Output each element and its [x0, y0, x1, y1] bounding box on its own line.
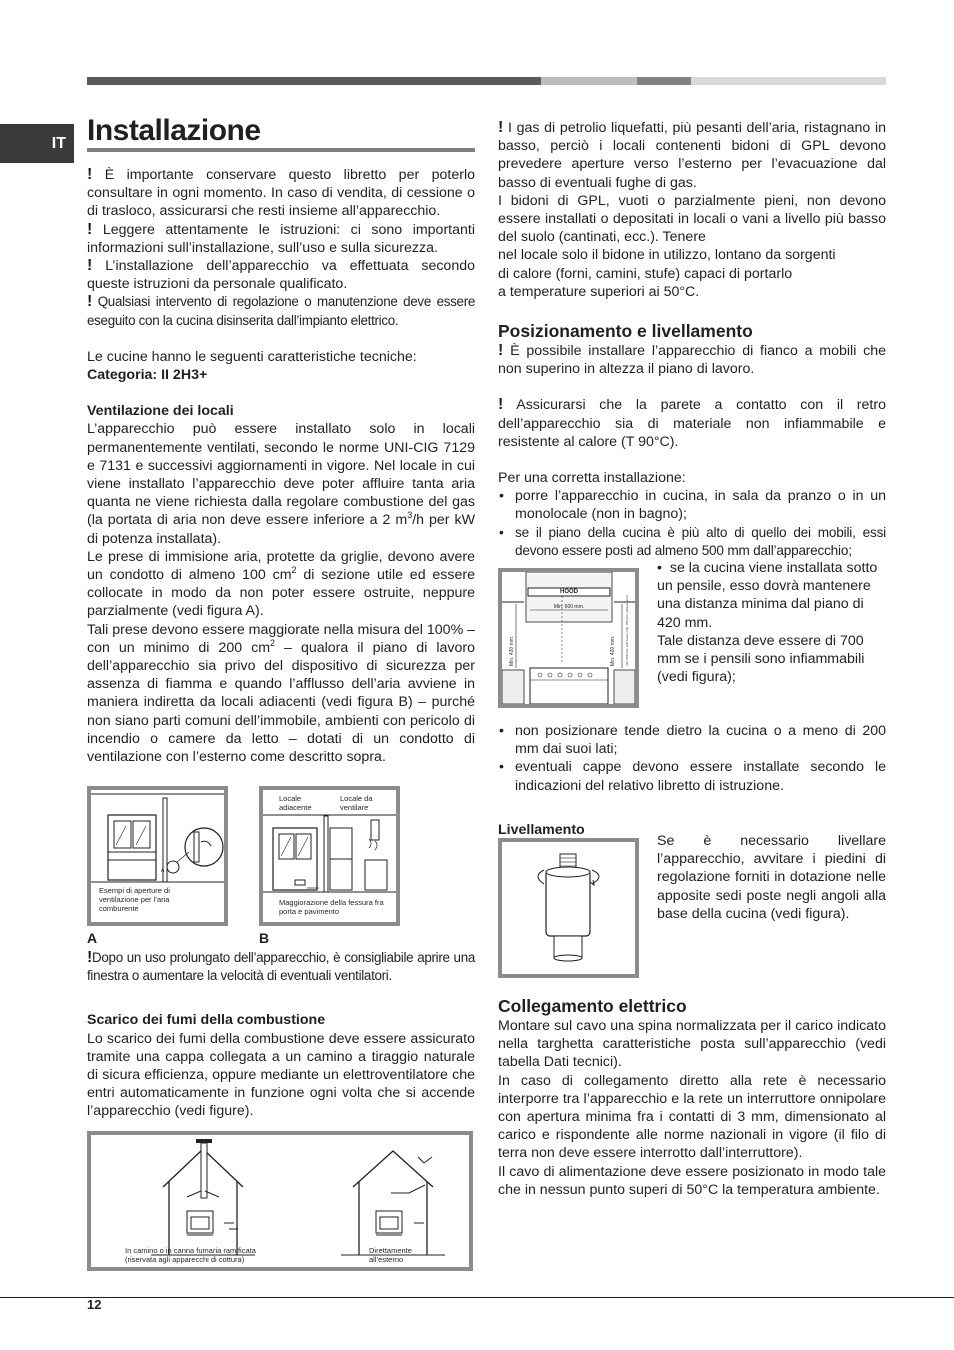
tech-intro: Le cucine hanno le seguenti caratteristiche tecniche:: [87, 348, 417, 365]
figure-hood-drawing: [502, 572, 635, 704]
list-item: • se il piano della cucina è più alto di quello dei mobili, essi devono essere posti ad almeno 500 mm dall’apparecchio;: [498, 524, 886, 560]
page-title: Installazione: [87, 114, 261, 147]
header-bar-dark: [87, 77, 541, 85]
lpg-storage-4: a temperature superiori ai 50°C.: [498, 283, 700, 300]
figure-exhaust: [87, 1131, 473, 1271]
header-bar-mid: [541, 77, 637, 85]
ventilation-heading: Ventilazione dei locali: [87, 403, 234, 420]
right-column-middle: [498, 722, 886, 839]
positioning-intro: Per una corretta installazione:: [498, 470, 686, 487]
warning-text: Qualsiasi intervento di regolazione o manutenzione deve essere eseguito con la cucina disinserita dall’impianto elettrico.: [87, 294, 476, 328]
warning-mark: !: [498, 342, 504, 360]
hood-right-clearance-label: Min. 420 mm.: [610, 635, 616, 666]
superscript: 2: [270, 637, 276, 648]
positioning-bullet-hood: • se la cucina viene installata sotto un pensile, esso dovrà mantenere una distanza minima dal piano di 420 mm.: [657, 560, 878, 631]
hood-height-note: min. 650 mm. with hood / min. 700 mm. without hood: [625, 595, 629, 666]
warning-mark: !: [87, 257, 93, 275]
positioning-warning-2: [498, 396, 886, 451]
warning-mark: !: [87, 220, 93, 238]
superscript: 3: [407, 510, 413, 521]
language-tab: [0, 124, 74, 163]
list-item: • porre l’apparecchio in cucina, in sala da pranzo o in un monolocale (non in bagno);: [498, 487, 886, 523]
warning-mark: !: [87, 949, 93, 966]
text-span: /h per kW di potenza installata).: [87, 512, 475, 547]
left-column-top: [87, 166, 475, 766]
superscript: 2: [291, 565, 297, 576]
hood-side-text: [657, 559, 886, 686]
figure-exhaust-caption-chimney: In camino o in canna fumaria ramificata (riservata agli apparecchi di cottura): [125, 1246, 256, 1264]
warning-mark: !: [498, 396, 504, 414]
title-rule: [87, 148, 475, 152]
text-span: Tali prese devono essere maggiorate nella misura del 100% – con un minimo di 200 cm: [87, 621, 476, 656]
warning-text: I gas di petrolio liquefatti, più pesanti dell’aria, ristagnano in basso, perciò i locali contenenti bidoni di GPL devono prevedere aperture verso l’esterno per l’evacuazione dal basso di eventuali fughe di gas.: [498, 120, 886, 191]
warning-text: È importante conservare questo libretto per poterlo consultare in ogni momento. In caso di vendita, di cessione o di trasloco, assicurarsi che resti insieme all’apparecchio.: [87, 167, 475, 220]
hood-label: HOOD: [560, 589, 578, 595]
positioning-bullet-hood-2: Tale distanza deve essere di 700 mm se i pensili sono infiammabili (vedi figura);: [657, 632, 865, 686]
gas-category: Categoria: II 2H3+: [87, 367, 208, 384]
figure-hood-clearance: [498, 568, 639, 708]
leveling-description: Se è necessario livellare l’apparecchio, avvitare i piedini di regolazione forniti in dotazione nelle apposite sedi poste negli angoli alla base della cucina (vedi figura).: [657, 833, 886, 922]
figure-b-caption: Maggiorazione della fessura fra porta e pavimento: [279, 898, 384, 916]
text-span: – qualora il piano di lavoro dell’apparecchio sia privo del dispositivo di sicurezza per assenza di fiamma e quando l’afflusso dell’aria avviene in maniera indiretta da locali adiacenti (vedi figura B) – purché non siano parti comuni dell’immobile, ambienti con pericolo di incendio o camere da letto – dotati di un condotto di ventilazione con l’esterno come descritto sopra.: [87, 639, 475, 766]
lpg-storage-2: nel locale solo il bidone in utilizzo, lontano da sorgenti: [498, 247, 836, 264]
warning-disconnect: [87, 293, 475, 329]
positioning-list-2: [498, 722, 886, 795]
leveling-heading: Livellamento: [498, 821, 585, 838]
header-bar-accent: [637, 77, 691, 85]
hood-width-label: Min. 600 mm.: [553, 604, 585, 610]
text-span: L’apparecchio può essere installato solo in locali permanentemente ventilati, secondo le norme UNI-CIG 7129 e 7131 e successivi aggiornamenti in vigore. Nel locale in cui viene installato l’apparecchio deve poter affluire tanta aria quanta ne viene richiesta dalla regolare combustione del gas (la portata di aria non deve essere inferiore a 2 m: [87, 421, 475, 529]
warning-read-instructions: [87, 221, 475, 257]
ventilation-para-2: [87, 548, 475, 621]
list-item: • non posizionare tende dietro la cucina o a meno di 200 mm dai suoi lati;: [498, 722, 886, 758]
ventilation-para-3: [87, 621, 475, 767]
warning-qualified-staff: [87, 257, 475, 293]
warning-mark: !: [87, 293, 93, 311]
figure-b-ventilation: [259, 786, 400, 926]
hood-left-clearance-label: Min. 420 mm.: [509, 635, 515, 666]
left-column-bottom: [87, 949, 475, 1121]
positioning-warning-1: [498, 342, 886, 378]
exhaust-text: Lo scarico dei fumi della combustione deve essere assicurato tramite una cappa collegata a un camino a tiraggio naturale di sicura efficienza, oppure mediante un elettroventilatore che entri automaticamente in funzione ogni volta che si accende l’apparecchio (vedi figure).: [87, 1030, 475, 1120]
lpg-warning: [498, 119, 886, 192]
header-bar-light: [691, 77, 886, 85]
footer-rule: [0, 1297, 954, 1298]
figure-leveling-foot: [498, 838, 639, 978]
positioning-heading: Posizionamento e livellamento: [498, 321, 753, 342]
lpg-storage-3: di calore (forni, camini, stufe) capaci di portarlo: [498, 265, 793, 282]
right-column-bottom: [498, 995, 886, 1199]
figure-exhaust-caption-outside: Direttamente all’esterno: [369, 1246, 412, 1264]
leveling-text: [657, 832, 886, 923]
exhaust-heading: Scarico dei fumi della combustione: [87, 1012, 326, 1029]
warning-mark: !: [87, 166, 93, 183]
warning-text: È possibile installare l’apparecchio di fianco a mobili che non superino in altezza il piano di lavoro.: [498, 343, 886, 378]
figure-b-letter: B: [259, 930, 270, 946]
electrical-para-1: Montare sul cavo una spina normalizzata per il carico indicato nella targhetta caratteristiche posta sull’apparecchio (vedi tabella Dati tecnici).: [498, 1018, 886, 1071]
figure-a-ventilation: [87, 786, 228, 926]
language-tab-label: IT: [51, 134, 66, 152]
ventilation-para-1: [87, 420, 475, 547]
list-item: • eventuali cappe devono essere installate secondo le indicazioni del relativo libretto di istruzione.: [498, 758, 886, 794]
text-span: Le prese di immisione aria, protette da griglie, devono avere un condotto di almeno 100 cm: [87, 548, 475, 584]
figure-a-marker: A: [161, 868, 165, 874]
figure-a-letter: A: [87, 930, 98, 946]
text-span: di sezione utile ed essere collocate in modo da non poter essere ostruite, neppure parzialmente (vedi figura A).: [87, 567, 476, 620]
figure-b-room-ventilated: Locale da ventilare: [340, 794, 373, 812]
positioning-list: [498, 487, 886, 560]
figure-b-room-adjacent: Locale adiacente: [279, 794, 312, 812]
electrical-para-3: Il cavo di alimentazione deve essere posizionato in modo tale che in nessun punto superi di 50°C la temperatura ambiente.: [498, 1163, 886, 1198]
figure-a-caption: Esempi di aperture di ventilazione per l’aria comburente: [99, 886, 170, 913]
warning-text: L’installazione dell’apparecchio va effettuata secondo queste istruzioni da personale qualificato.: [87, 258, 475, 293]
electrical-para-2: In caso di collegamento diretto alla rete è necessario interporre tra l’apparecchio e la rete un interruttore onnipolare con apertura minima fra i contatti di 3 mm, dimensionato al carico e rispondente alle norme nazionali in vigore (il filo di terra non deve essere interrotto dall’interruttore).: [498, 1072, 886, 1162]
warning-mark: !: [498, 119, 504, 136]
bullet-text: se la cucina viene installata sotto un pensile, esso dovrà mantenere una distanza minima dal piano di 420 mm.: [657, 560, 878, 631]
warning-text: Dopo un uso prolungato dell’apparecchio, è consigliabile aprire una finestra o aumentare la velocità di eventuali ventilatori.: [87, 950, 475, 984]
electrical-heading: Collegamento elettrico: [498, 996, 687, 1016]
figure-leveling-drawing: [502, 842, 635, 974]
page-number: 12: [87, 1297, 102, 1312]
warning-keep-manual: [87, 166, 475, 221]
lpg-storage-1: I bidoni di GPL, vuoti o parzialmente pieni, non devono essere installati o depositati in locali o vani a livello più basso del suolo (cantinati, ecc.). Tenere: [498, 192, 886, 246]
warning-ventilate: [87, 949, 475, 985]
warning-text: Leggere attentamente le istruzioni: ci sono importanti informazioni sull’installazione, sull’uso e sulla sicurezza.: [87, 221, 475, 256]
right-column-top: [498, 119, 886, 560]
warning-text: Assicurarsi che la parete a contatto con il retro dell’apparecchio sia di materiale non infiammabile e resistente al calore (T 90°C).: [498, 397, 886, 450]
